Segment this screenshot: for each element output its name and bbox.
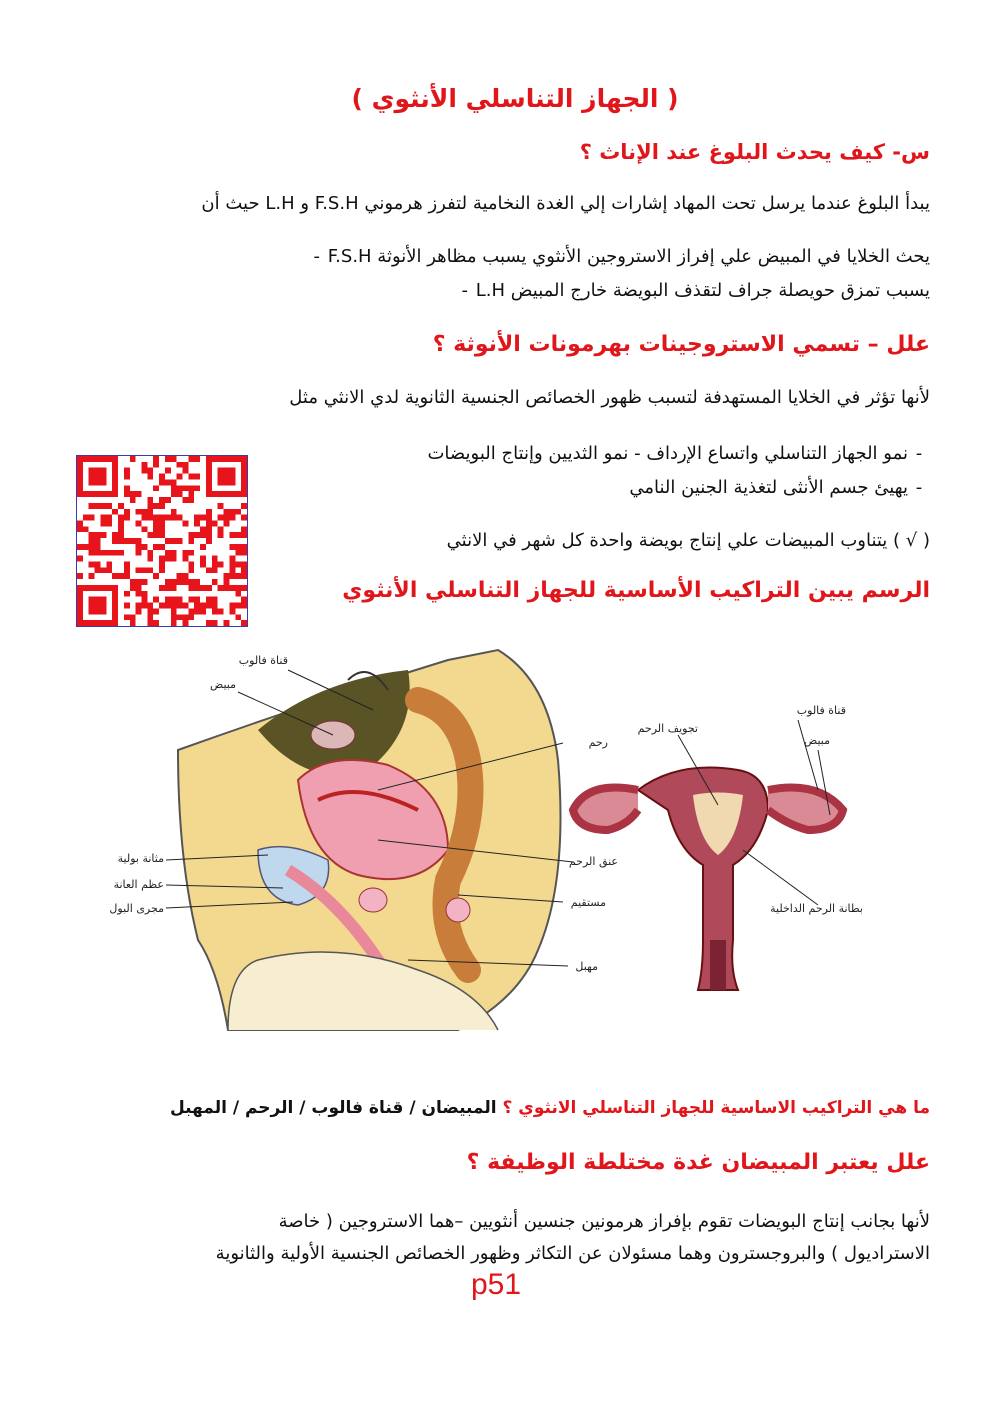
reproductive-system-diagram — [109, 640, 918, 1040]
label-uterus-left: رحم — [588, 736, 608, 749]
label-rectum: مستقيم — [570, 896, 606, 909]
label-vagina: مهبل — [575, 960, 598, 973]
label-ovary-left: مبيض — [209, 678, 236, 691]
sagittal-section-illustration — [178, 650, 561, 1030]
page-number: p51 — [470, 1268, 522, 1301]
answer-ovaries-line2: الاستراديول ) والبروجسترون وهما مسئولان عن التكاثر وظهور الخصائص الجنسية الأولية والثانوية — [215, 1243, 930, 1264]
label-ovary-right: مبيض — [803, 734, 830, 747]
answer-puberty: يبدأ البلوغ عندما يرسل تحت المهاد إشارات إلي الغدة النخامية لتفرز هرموني F.S.H و L.H حيث أن — [201, 193, 930, 214]
question-structures: ما هي التراكيب الاساسية للجهاز التناسلي الانثوي ؟ — [502, 1098, 930, 1118]
answer-estrogen: لأنها تؤثر في الخلايا المستهدفة لتسبب ظهور الخصائص الجنسية الثانوية لدي الانثي مثل — [289, 387, 930, 408]
bullet-fsh: - F.S.H يحث الخلايا في المبيض علي إفراز الاستروجين الأنثوي يسبب مظاهر الأنوثة — [313, 246, 930, 267]
bullet-lh: - L.H يسبب تمزق حويصلة جراف لتقذف البويضة خارج المبيض — [461, 280, 930, 301]
question-puberty: س- كيف يحدث البلوغ عند الإناث ؟ — [579, 140, 930, 164]
label-fallopian-right: قناة فالوب — [796, 704, 846, 717]
label-fallopian-left: قناة فالوب — [238, 654, 288, 667]
true-statement: ( √ ) يتناوب المبيضات علي إنتاج بويضة واحدة كل شهر في الانثي — [446, 530, 930, 551]
label-bladder: مثانة بولية — [117, 852, 164, 865]
bullet-growth: -نمو الجهاز التناسلي واتساع الإرداف - نمو الثديين وإنتاج البويضات — [427, 443, 923, 464]
label-pubic-bone: عظم العانة — [113, 878, 164, 891]
question-estrogen: علل – تسمي الاستروجينات بهرمونات الأنوثة ؟ — [432, 332, 930, 357]
label-endometrium: بطانة الرحم الداخلية — [770, 902, 863, 915]
label-urethra: مجرى البول — [109, 902, 164, 915]
diagram-heading: الرسم يبين التراكيب الأساسية للجهاز التناسلي الأنثوي — [342, 578, 930, 603]
question-structures-line — [50, 1098, 930, 1118]
bullet-prepare: -يهيئ جسم الأنثى لتغذية الجنين النامي — [629, 477, 923, 498]
page-title: ( الجهاز التناسلي الأنثوي ) — [351, 84, 679, 113]
answer-ovaries-line1: لأنها بجانب إنتاج البويضات تقوم بإفراز هرمونين جنسين أنثويين –هما الاستروجين ( خاصة — [278, 1211, 930, 1232]
answer-structures: المبيضان / قناة فالوب / الرحم / المهبل — [169, 1098, 497, 1118]
frontal-uterus-illustration — [570, 768, 843, 991]
question-ovaries: علل يعتبر المبيضان غدة مختلطة الوظيفة ؟ — [466, 1150, 930, 1175]
label-uterine-cavity: تجويف الرحم — [637, 722, 698, 735]
label-cervix: عنق الرحم — [568, 855, 618, 868]
qr-code — [76, 455, 248, 627]
